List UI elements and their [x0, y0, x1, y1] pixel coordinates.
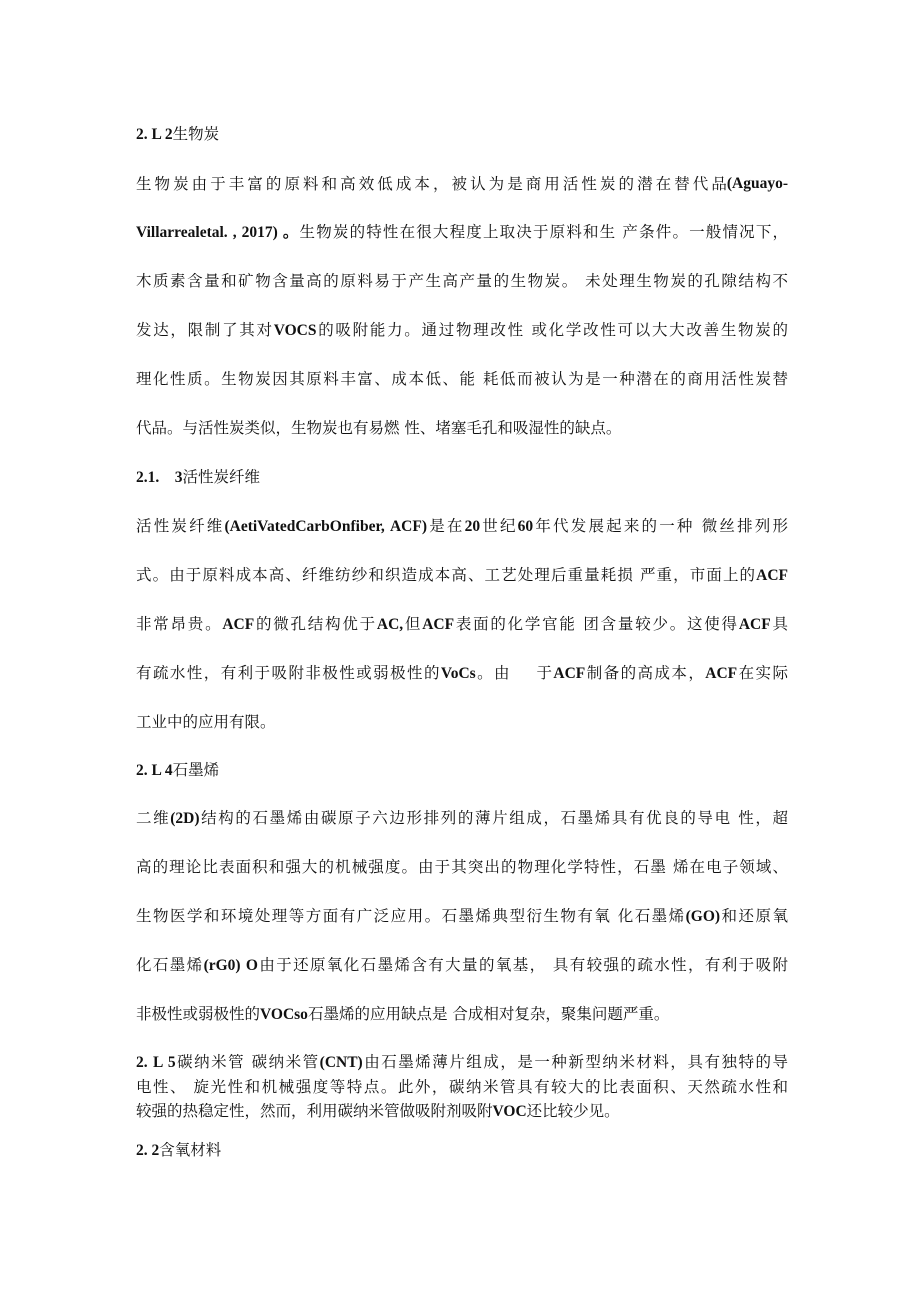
heading-2-1-4	[136, 760, 788, 781]
heading-2-1-2	[136, 124, 788, 145]
heading-number: 2.1. 3	[136, 469, 183, 486]
heading-2-2	[136, 1140, 788, 1161]
acf-line-3: 非常昂贵。ACF的微孔结构优于AC,但ACF表面的化学官能 团含量较少。这使得ACF具	[136, 615, 788, 633]
heading-text: 活性炭纤维	[182, 468, 261, 486]
acf-line-1: 活性炭纤维(AetiVatedCarbOnfiber, ACF)是在20世纪60年代发展起来的一种 微丝排列形	[136, 517, 788, 535]
biochar-line-2: Villarrealetal. , 2017) 。生物炭的特性在很大程度上取决于原料和生 产条件。一般情况下，	[136, 223, 788, 241]
graphene-line-1: 二维(2D)结构的石墨烯由碳原子六边形排列的薄片组成，石墨烯具有优良的导电 性，超	[136, 809, 788, 827]
heading-number: 2. L 5	[136, 1054, 176, 1071]
citation: (Aguayo-	[726, 175, 788, 192]
citation: Villarrealetal. , 2017)	[136, 224, 283, 241]
heading-text: 石墨烯	[172, 761, 220, 779]
biochar-line-4: 发达，限制了其对VOCS的吸附能力。通过物理改性 或化学改性可以大大改善生物炭的	[136, 321, 788, 339]
heading-number: 2. L 4	[136, 762, 173, 779]
graphene-line-2: 高的理论比表面积和强大的机械强度。由于其突出的物理化学特性，石墨 烯在电子领域、	[136, 858, 788, 876]
biochar-line-5: 理化性质。生物炭因其原料丰富、成本低、能 耗低而被认为是一种潜在的商用活性炭替	[136, 370, 788, 388]
cnt-line-3: 较强的热稳定性，然而，利用碳纳米管做吸附剂吸附VOC还比较少见。	[136, 1102, 620, 1120]
heading-2-1-3	[136, 467, 788, 488]
graphene-line-3: 生物医学和环境处理等方面有广泛应用。石墨烯典型衍生物有氧 化石墨烯(GO)和还原氧	[136, 907, 788, 925]
graphene-line-5: 非极性或弱极性的VOCso石墨烯的应用缺点是 合成相对复杂，聚集问题严重。	[136, 1005, 670, 1023]
graphene-line-4: 化石墨烯(rG0) O由于还原氧化石墨烯含有大量的氧基， 具有较强的疏水性，有利于吸附	[136, 956, 788, 974]
heading-number: 2. 2	[136, 1142, 160, 1159]
acf-line-4: 有疏水性，有利于吸附非极性或弱极性的VoCs。由 于ACF制备的高成本，ACF在实际	[136, 664, 788, 682]
heading-text: 生物炭	[172, 125, 220, 143]
cnt-paragraph	[136, 1050, 788, 1124]
biochar-line-1: 生物炭由于丰富的原料和高效低成本，被认为是商用活性炭的潜在替代品 (Aguayo-	[136, 175, 788, 193]
biochar-line-3: 木质素含量和矿物含量高的原料易于产生高产量的生物炭。 未处理生物炭的孔隙结构不	[136, 272, 788, 290]
acf-line-5: 工业中的应用有限。	[136, 713, 276, 731]
heading-text: 含氧材料	[159, 1141, 222, 1159]
heading-number: 2. L 2	[136, 126, 173, 143]
cnt-line-1: 2. L 5碳纳米管 碳纳米管(CNT)由石墨烯薄片组成，是一种新型纳米材料，具有独特的导	[136, 1053, 788, 1071]
biochar-line-6: 代品。与活性炭类似，生物炭也有易燃 性、堵塞毛孔和吸湿性的缺点。	[136, 419, 622, 437]
cnt-line-2: 电性、 旋光性和机械强度等特点。此外，碳纳米管具有较大的比表面积、天然疏水性和	[136, 1078, 788, 1096]
acf-line-2: 式。由于原料成本高、纤维纺纱和织造成本高、工艺处理后重量耗损 严重，市面上的ACF	[136, 566, 788, 584]
